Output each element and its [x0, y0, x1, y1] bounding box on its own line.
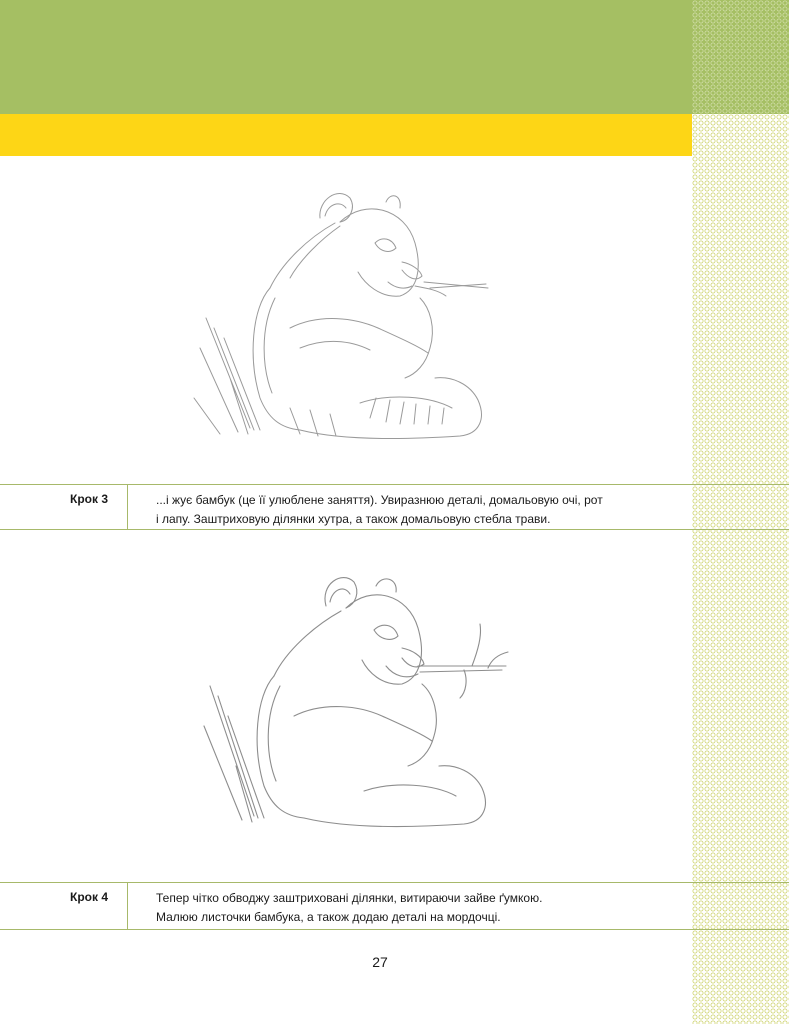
step-description	[156, 491, 656, 529]
panda-sketch-step-4	[196, 566, 516, 846]
header-yellow-band	[0, 114, 787, 156]
panda-sketch-step-3	[190, 178, 510, 458]
step-description-line: Тепер чітко обводжу заштриховані ділянки, витираючи зайве ґумкою.	[156, 891, 543, 905]
step-label: Крок 4	[0, 883, 128, 929]
step-description-line: ...і жує бамбук (це її улюблене заняття). Увиразнюю деталі, домальовую очі, рот	[156, 493, 603, 507]
step-label: Крок 3	[0, 485, 128, 529]
page-number: 27	[372, 954, 388, 970]
step-row	[0, 882, 789, 930]
step-description-line: Малюю листочки бамбука, а також додаю деталі на мордочці.	[156, 910, 501, 924]
step-description	[156, 889, 656, 927]
header-green-band	[0, 0, 692, 114]
step-description-line: і лапу. Заштриховую ділянки хутра, а також домальовую стебла трави.	[156, 512, 551, 526]
step-row	[0, 484, 789, 530]
dotted-side-pattern-header	[692, 0, 789, 114]
